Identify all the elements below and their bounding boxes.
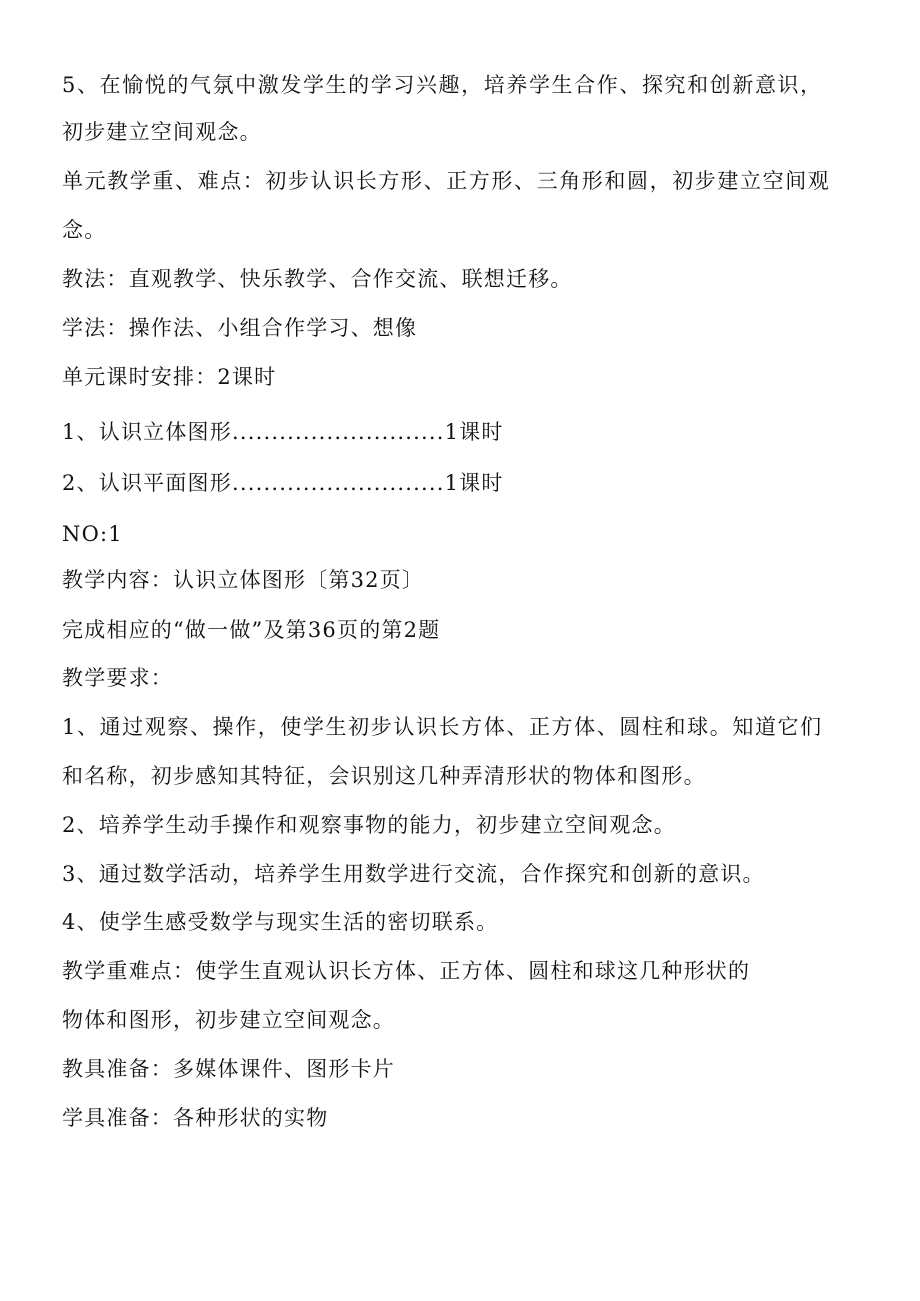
text-line-key-difficulties: 教学重难点：使学生直观认识长方体、正方体、圆柱和球这几种形状的 (62, 959, 751, 983)
text-line-requirement-4: 4、使学生感受数学与现实生活的密切联系。 (62, 910, 499, 934)
text-line-requirement-2: 2、培养学生动手操作和观察事物的能力，初步建立空间观念。 (62, 813, 676, 837)
text-line-requirement-3: 3、通过数学活动，培养学生用数学进行交流，合作探究和创新的意识。 (62, 862, 765, 886)
text-line-exercise: 完成相应的“做一做”及第36页的第2题 (62, 618, 441, 642)
text-line-schedule-item-2: 2、认识平面图形...........................1课时 (62, 471, 504, 495)
text-line-unit-key-points: 单元教学重、难点：初步认识长方形、正方形、三角形和圆，初步建立空间观 (62, 169, 831, 193)
text-line-schedule-item-1: 1、认识立体图形...........................1课时 (62, 420, 504, 444)
text-line-requirements-heading: 教学要求： (62, 666, 173, 690)
text-line-objective-5: 5、在愉悦的气氛中激发学生的学习兴趣，培养学生合作、探究和创新意识， (62, 73, 823, 97)
text-line-requirement-1: 1、通过观察、操作，使学生初步认识长方体、正方体、圆柱和球。知道它们 (62, 715, 823, 739)
text-line-unit-schedule: 单元课时安排：2课时 (62, 365, 277, 389)
text-line-objective-5-cont: 初步建立空间观念。 (62, 120, 262, 144)
text-line-lesson-number: NO:1 (62, 522, 123, 546)
text-line-requirement-1-cont: 和名称，初步感知其特征，会识别这几种弄清形状的物体和图形。 (62, 764, 706, 788)
text-line-teaching-content: 教学内容：认识立体图形〔第32页〕 (62, 568, 425, 592)
text-line-unit-key-points-cont: 念。 (62, 218, 107, 242)
text-line-learning-aids: 学具准备：各种形状的实物 (62, 1106, 329, 1130)
text-line-key-difficulties-cont: 物体和图形，初步建立空间观念。 (62, 1008, 395, 1032)
text-line-teaching-method: 教法：直观教学、快乐教学、合作交流、联想迁移。 (62, 267, 573, 291)
text-line-teaching-aids: 教具准备：多媒体课件、图形卡片 (62, 1057, 395, 1081)
text-line-learning-method: 学法：操作法、小组合作学习、想像 (62, 316, 418, 340)
